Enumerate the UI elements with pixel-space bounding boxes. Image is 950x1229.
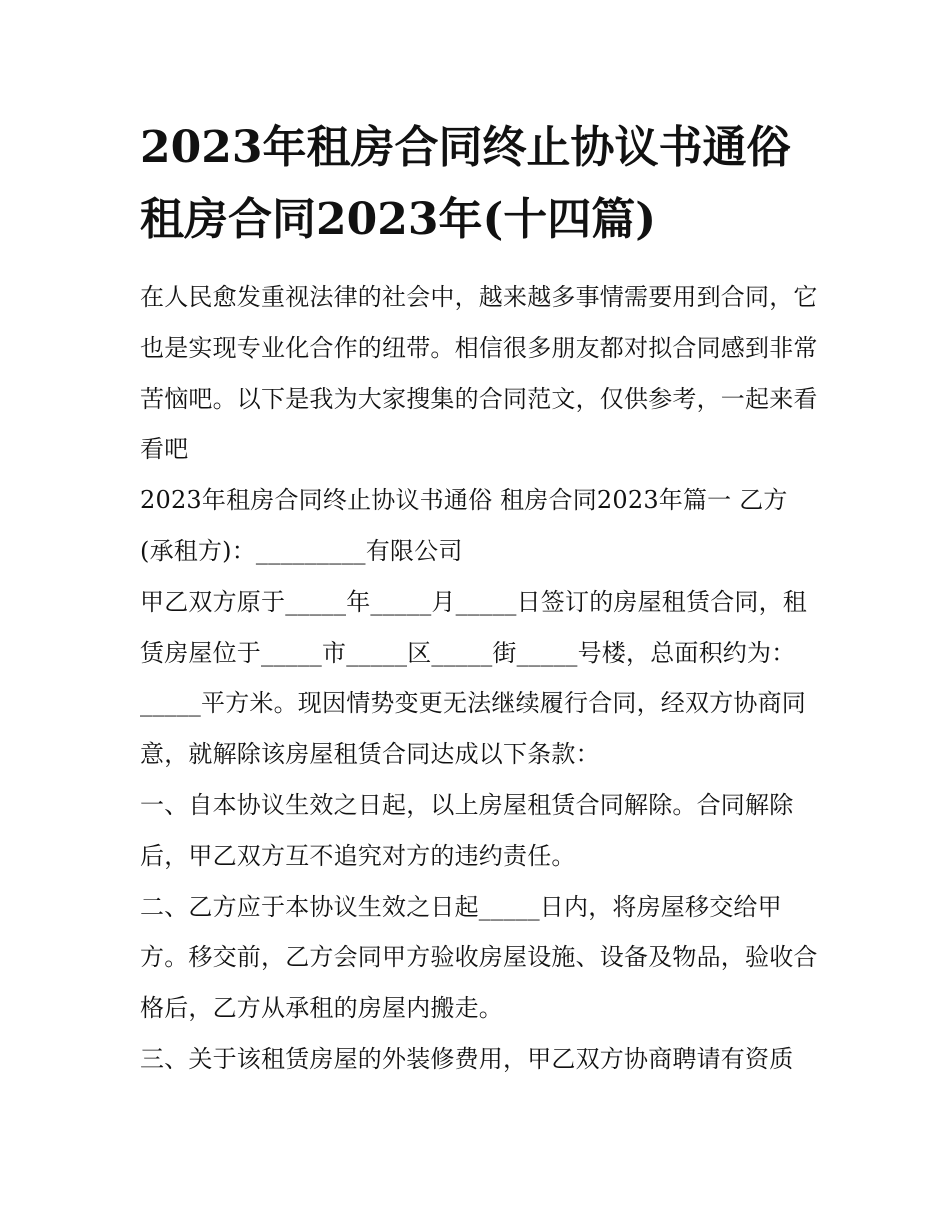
paragraph-contract-background: 甲乙双方原于_____年_____月_____日签订的房屋租赁合同，租赁房屋位于_____市_____区_____街_____号楼，总面积约为：_____平方米。现因情势变更无法继续履行合同，经双方协商同意，就解除该房屋租赁合同达成以下条款： (140, 587, 807, 769)
document-title: 2023年租房合同终止协议书通俗 租房合同2023年(十四篇) (140, 122, 791, 245)
document-page (140, 112, 820, 1085)
paragraph-clause-3: 三、关于该租赁房屋的外装修费用，甲乙双方协商聘请有资质 (140, 1044, 794, 1073)
document-body (140, 272, 820, 1085)
paragraph-clause-2: 二、乙方应于本协议生效之日起_____日内，将房屋移交给甲方。移交前，乙方会同甲方验收房屋设施、设备及物品，验收合格后，乙方从承租的房屋内搬走。 (140, 892, 818, 1023)
paragraph-chapter-heading: 2023年租房合同终止协议书通俗 租房合同2023年篇一 乙方(承租方)：_________有限公司 (140, 486, 788, 565)
paragraph-intro: 在人民愈发重视法律的社会中，越来越多事情需要用到合同，它也是实现专业化合作的纽带。相信很多朋友都对拟合同感到非常苦恼吧。以下是我为大家搜集的合同范文，仅供参考，一起来看看吧 (140, 283, 818, 464)
paragraph-clause-1: 一、自本协议生效之日起，以上房屋租赁合同解除。合同解除后，甲乙双方互不追究对方的违约责任。 (140, 790, 794, 870)
